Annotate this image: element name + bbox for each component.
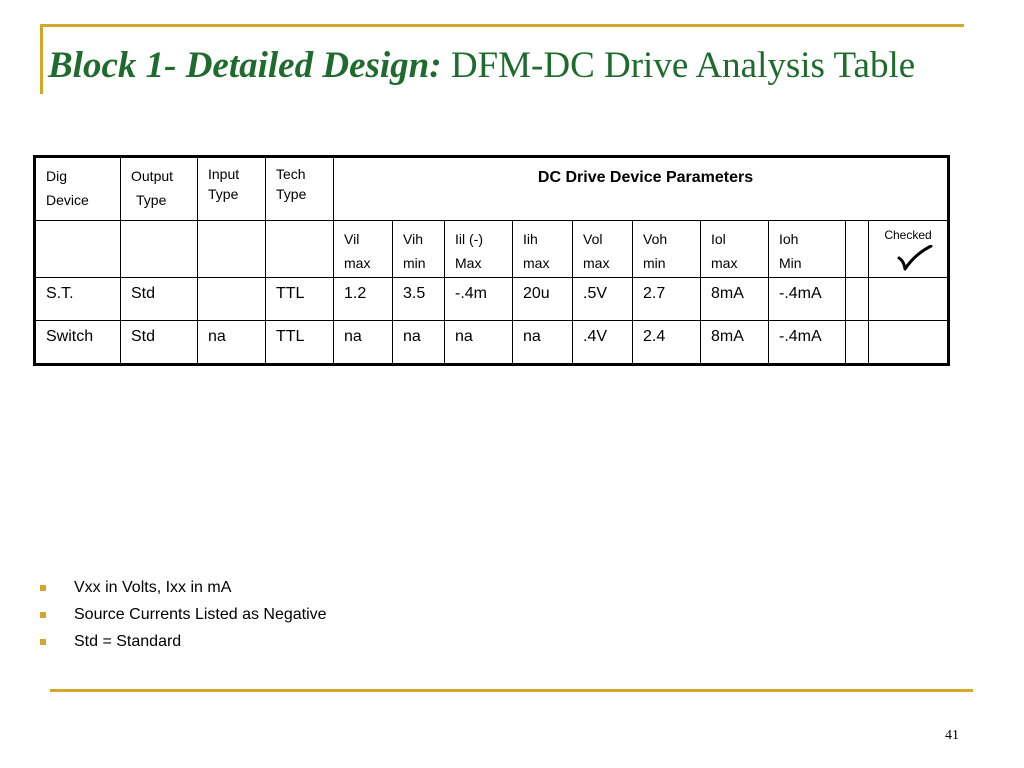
cell-input-type: na bbox=[198, 321, 266, 365]
cell-iol-max: 8mA bbox=[701, 278, 769, 321]
table-header-row bbox=[35, 157, 949, 221]
subheader-qualifier: max bbox=[583, 255, 610, 271]
header-input-type bbox=[198, 157, 266, 221]
cell-vol-max: .4V bbox=[573, 321, 633, 365]
header-tech-type bbox=[266, 157, 334, 221]
table-row bbox=[35, 278, 949, 321]
subheader-iol bbox=[701, 221, 769, 278]
cell-checked bbox=[869, 278, 949, 321]
left-frame-rule bbox=[40, 24, 43, 94]
subheader-name: Vih bbox=[403, 231, 423, 247]
checkmark-icon bbox=[897, 245, 933, 271]
slide-title bbox=[48, 42, 915, 90]
subheader-qualifier: max bbox=[711, 255, 738, 271]
subheader-qualifier: Max bbox=[455, 255, 482, 271]
subheader-empty-cell bbox=[198, 221, 266, 278]
note-text: Vxx in Volts, Ixx in mA bbox=[74, 579, 232, 596]
header-output-line1: Output bbox=[131, 168, 174, 184]
header-dig-device bbox=[35, 157, 121, 221]
cell-empty bbox=[846, 321, 869, 365]
title-rest: DFM-DC Drive Analysis Table bbox=[450, 45, 916, 86]
title-emphasis: Block 1- Detailed Design: bbox=[48, 45, 442, 86]
dc-drive-table bbox=[33, 155, 950, 366]
header-output-type bbox=[121, 157, 198, 221]
cell-iol-max: 8mA bbox=[701, 321, 769, 365]
table-row bbox=[35, 321, 949, 365]
header-dig-line2: Device bbox=[46, 192, 89, 208]
cell-dig-device: S.T. bbox=[35, 278, 121, 321]
notes-list bbox=[40, 578, 327, 659]
subheader-name: Iol bbox=[711, 231, 726, 247]
subheader-vil bbox=[334, 221, 393, 278]
subheader-name: Voh bbox=[643, 231, 668, 247]
subheader-qualifier: min bbox=[643, 255, 666, 271]
subheader-qualifier: Min bbox=[779, 255, 802, 271]
checked-label: Checked bbox=[884, 228, 932, 242]
cell-iih-max: na bbox=[513, 321, 573, 365]
cell-tech-type: TTL bbox=[266, 321, 334, 365]
cell-output-type: Std bbox=[121, 278, 198, 321]
subheader-name: Iih bbox=[523, 231, 538, 247]
cell-vil-max: 1.2 bbox=[334, 278, 393, 321]
cell-vih-min: 3.5 bbox=[393, 278, 445, 321]
header-dc-drive-parameters: DC Drive Device Parameters bbox=[334, 157, 949, 221]
cell-vol-max: .5V bbox=[573, 278, 633, 321]
note-text: Source Currents Listed as Negative bbox=[74, 606, 327, 623]
subheader-empty-cell bbox=[846, 221, 869, 278]
header-dig-line1: Dig bbox=[46, 168, 68, 184]
square-bullet-icon bbox=[40, 585, 46, 591]
cell-iil-max: na bbox=[445, 321, 513, 365]
subheader-ioh bbox=[769, 221, 846, 278]
list-item bbox=[40, 578, 327, 605]
footer-rule bbox=[50, 689, 973, 692]
table-subheader-row bbox=[35, 221, 949, 278]
cell-dig-device: Switch bbox=[35, 321, 121, 365]
cell-iil-max: -.4m bbox=[445, 278, 513, 321]
header-input-line1: Input bbox=[208, 166, 240, 182]
subheader-qualifier: max bbox=[523, 255, 550, 271]
cell-input-type bbox=[198, 278, 266, 321]
square-bullet-icon bbox=[40, 612, 46, 618]
subheader-name: Ioh bbox=[779, 231, 799, 247]
page-number: 41 bbox=[945, 728, 959, 743]
checked-cell bbox=[869, 221, 949, 278]
header-tech-line2: Type bbox=[276, 186, 307, 202]
subheader-qualifier: max bbox=[344, 255, 371, 271]
cell-iih-max: 20u bbox=[513, 278, 573, 321]
cell-tech-type: TTL bbox=[266, 278, 334, 321]
subheader-empty-cell bbox=[121, 221, 198, 278]
list-item bbox=[40, 632, 327, 659]
cell-empty bbox=[846, 278, 869, 321]
subheader-qualifier: min bbox=[403, 255, 426, 271]
cell-ioh-min: -.4mA bbox=[769, 321, 846, 365]
note-text: Std = Standard bbox=[74, 633, 182, 650]
subheader-vih bbox=[393, 221, 445, 278]
header-input-line2: Type bbox=[208, 186, 239, 202]
cell-vih-min: na bbox=[393, 321, 445, 365]
subheader-iih bbox=[513, 221, 573, 278]
cell-ioh-min: -.4mA bbox=[769, 278, 846, 321]
subheader-name: Iil (-) bbox=[455, 231, 483, 247]
list-item bbox=[40, 605, 327, 632]
cell-checked bbox=[869, 321, 949, 365]
subheader-iil bbox=[445, 221, 513, 278]
subheader-name: Vol bbox=[583, 231, 603, 247]
cell-voh-min: 2.7 bbox=[633, 278, 701, 321]
header-tech-line1: Tech bbox=[276, 166, 306, 182]
square-bullet-icon bbox=[40, 639, 46, 645]
cell-output-type: Std bbox=[121, 321, 198, 365]
top-frame-rule bbox=[40, 24, 964, 27]
cell-voh-min: 2.4 bbox=[633, 321, 701, 365]
subheader-empty-cell bbox=[266, 221, 334, 278]
subheader-voh bbox=[633, 221, 701, 278]
subheader-vol bbox=[573, 221, 633, 278]
subheader-name: Vil bbox=[344, 231, 360, 247]
subheader-empty-cell bbox=[35, 221, 121, 278]
header-output-line2: Type bbox=[136, 192, 167, 208]
cell-vil-max: na bbox=[334, 321, 393, 365]
